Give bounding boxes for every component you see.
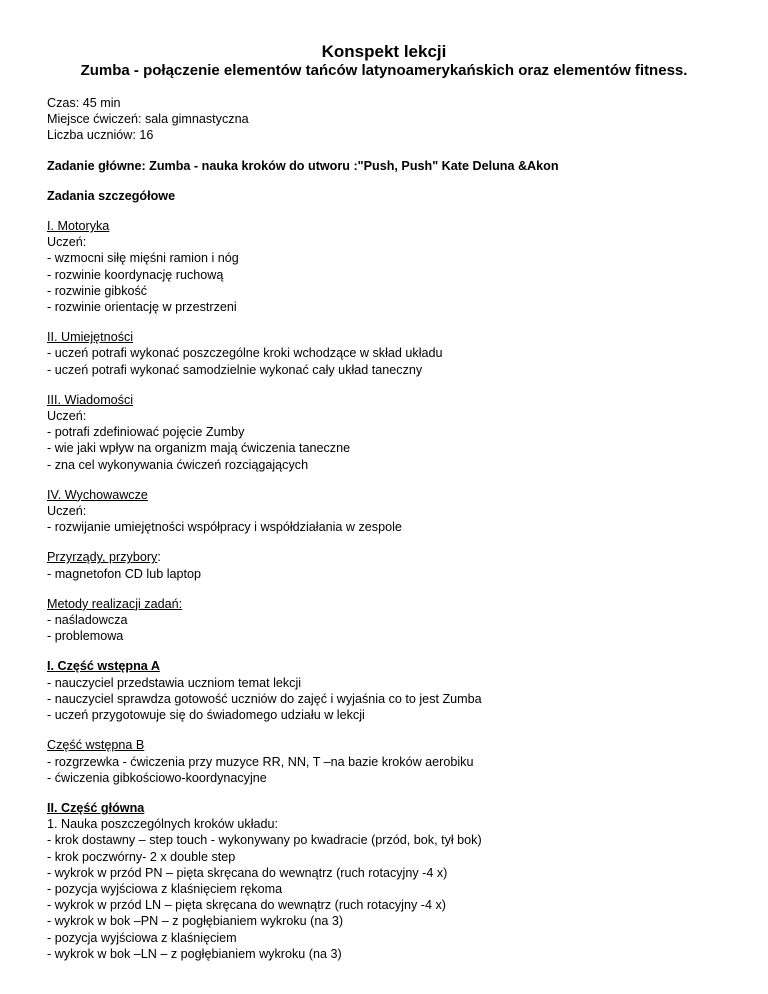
- section-wychowawcze: [47, 487, 747, 536]
- section-heading: Metody realizacji zadań:: [47, 596, 183, 611]
- list-item: - wykrok w przód PN – pięta skręcana do wewnątrz (ruch rotacyjny -4 x): [47, 865, 448, 880]
- section-heading: Przyrządy, przybory: [47, 550, 158, 565]
- section-intro: Uczeń:: [47, 409, 87, 424]
- main-task: Zadanie główne: Zumba - nauka kroków do utworu :"Push, Push" Kate Deluna &Akon: [47, 158, 559, 173]
- list-item: - wzmocni siłę mięśni ramion i nóg: [47, 251, 239, 266]
- list-item: - pozycja wyjściowa z klaśnięciem rękoma: [47, 881, 283, 896]
- detailed-tasks-heading: Zadania szczegółowe: [47, 188, 176, 203]
- list-item: - ćwiczenia gibkościowo-koordynacyjne: [47, 770, 267, 785]
- list-item: - wykrok w bok –LN – z pogłębianiem wykroku (na 3): [47, 946, 342, 961]
- section-heading-row: [47, 549, 747, 565]
- list-item: - uczeń przygotowuje się do świadomego udziału w lekcji: [47, 708, 365, 723]
- list-item: - krok dostawny – step touch - wykonywany po kwadracie (przód, bok, tył bok): [47, 833, 482, 848]
- list-item: - potrafi zdefiniować pojęcie Zumby: [47, 425, 245, 440]
- section-heading: I. Część wstępna A: [47, 659, 160, 674]
- section-heading: I. Motoryka: [47, 219, 110, 234]
- list-item: - nauczyciel sprawdza gotowość uczniów do zajęć i wyjaśnia co to jest Zumba: [47, 691, 482, 706]
- page-subtitle: Zumba - połączenie elementów tańców latynoamerykańskich oraz elementów fitness.: [80, 62, 688, 79]
- info-liczba: Liczba uczniów: 16: [47, 128, 154, 143]
- document-body: [47, 95, 747, 962]
- section-heading: III. Wiadomości: [47, 392, 134, 407]
- list-item: 1. Nauka poszczególnych kroków układu:: [47, 817, 279, 832]
- list-item: - uczeń potrafi wykonać samodzielnie wykonać cały układ taneczny: [47, 362, 423, 377]
- list-item: - wykrok w przód LN – pięta skręcana do wewnątrz (ruch rotacyjny -4 x): [47, 898, 446, 913]
- section-czesc-wstepna-b: [47, 737, 747, 786]
- section-heading: IV. Wychowawcze: [47, 487, 148, 502]
- section-umiejetnosci: [47, 329, 747, 378]
- section-heading: II. Umiejętności: [47, 330, 134, 345]
- list-item: - wykrok w bok –PN – z pogłębianiem wykroku (na 3): [47, 914, 344, 929]
- list-item: - rozgrzewka - ćwiczenia przy muzyce RR, NN, T –na bazie kroków aerobiku: [47, 754, 474, 769]
- section-intro: Uczeń:: [47, 235, 87, 250]
- section-heading: II. Część główna: [47, 800, 145, 815]
- list-item: - wie jaki wpływ na organizm mają ćwiczenia taneczne: [47, 441, 351, 456]
- section-przyrzady: [47, 549, 747, 581]
- list-item: - rozwijanie umiejętności współpracy i współdziałania w zespole: [47, 520, 402, 535]
- list-item: - magnetofon CD lub laptop: [47, 566, 202, 581]
- section-intro: Uczeń:: [47, 504, 87, 519]
- list-item: - rozwinie gibkość: [47, 283, 148, 298]
- page-title: Konspekt lekcji: [321, 42, 447, 61]
- list-item: - zna cel wykonywania ćwiczeń rozciągających: [47, 457, 309, 472]
- section-czesc-wstepna-a: [47, 658, 747, 723]
- section-motoryka: [47, 218, 747, 315]
- list-item: - uczeń potrafi wykonać poszczególne kroki wchodzące w skład układu: [47, 346, 443, 361]
- list-item: - krok poczwórny- 2 x double step: [47, 849, 236, 864]
- info-czas: Czas: 45 min: [47, 96, 121, 110]
- section-wiadomosci: [47, 392, 747, 473]
- list-item: - pozycja wyjściowa z klaśnięciem: [47, 930, 237, 945]
- info-miejsce: Miejsce ćwiczeń: sala gimnastyczna: [47, 112, 249, 127]
- list-item: - naśladowcza: [47, 613, 128, 628]
- heading-colon: :: [157, 550, 161, 565]
- list-item: - problemowa: [47, 629, 124, 644]
- section-czesc-glowna: [47, 800, 747, 962]
- list-item: - rozwinie koordynację ruchową: [47, 267, 224, 282]
- list-item: - nauczyciel przedstawia uczniom temat lekcji: [47, 675, 302, 690]
- list-item: - rozwinie orientację w przestrzeni: [47, 300, 237, 315]
- section-heading: Część wstępna B: [47, 738, 145, 753]
- section-metody: [47, 596, 747, 645]
